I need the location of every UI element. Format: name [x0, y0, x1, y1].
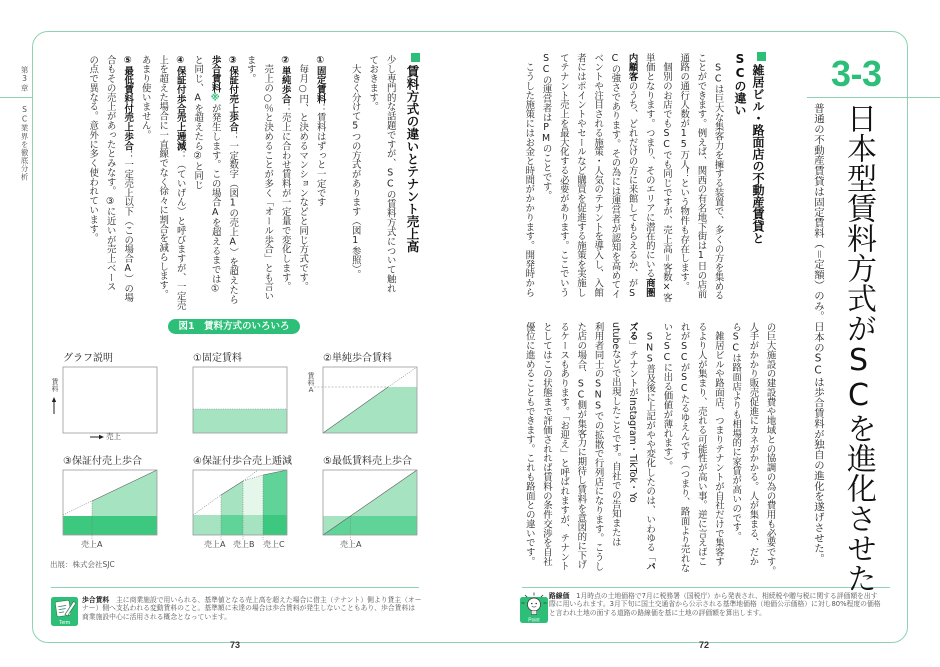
panel-label-declining: ④保証付歩合売上逓減 [193, 456, 292, 467]
graph-fixed-rent [193, 367, 287, 433]
emphasis-term: ズる [626, 322, 638, 341]
figure-title: 図1 賃料方式のいろいろ [168, 319, 300, 334]
panel-label-fixed: ①固定賃料 [193, 353, 242, 364]
sales-c-marker: 売上C [263, 540, 285, 549]
text-line: ます。 [244, 55, 256, 84]
text-line: としてはこの状態まで評価されれば賃料の条件交渉を自社 [540, 322, 552, 567]
footnote-definition: 1月時点の土地価格で7月に税務署（国税庁）から発表され、相続税や贈与税に関する評価額を出す [569, 592, 878, 600]
sales-a-marker: 売上A [340, 540, 362, 549]
term-icon-label: Term [58, 620, 71, 626]
text-line: の巨大施設の建設費や地域との協調の為の費用も必要です。 [764, 322, 776, 576]
point-lightbulb-icon [520, 592, 548, 623]
item-label: ⑤最低賃料付売上歩合 [122, 55, 134, 151]
sales-a-marker: 売上A [204, 540, 226, 549]
page-title-text: 日本型賃料方式がSCを進化させた [841, 103, 876, 593]
text-line [623, 53, 640, 302]
text-line: 少し専門的な話題ですが、SCの賃料方式について触れ [384, 55, 396, 293]
text-line: 人手がかかり販売促進にカネがかかる。人が集まる、だか [747, 322, 759, 567]
section-heading-left [403, 53, 421, 253]
text-line: こうした施策にはお金と時間がかかります。開発時から [523, 53, 535, 298]
item-label: ②単純歩合 [279, 55, 291, 104]
emphasis-term: 商圏 [643, 278, 655, 298]
sales-a-marker: 売上A [81, 540, 103, 549]
emphasis-term: 内顧客 [626, 53, 638, 82]
text-line: 通路の通行人数が15万人！という物件も存在します。 [678, 53, 690, 291]
text-line: 優位に進めることもできます。これも路面との違いです。 [523, 322, 535, 567]
graph-minimum-rent-percentage [323, 470, 417, 540]
figure-graphs [40, 350, 430, 550]
footnote-line: 際に用いられます。3月下旬に国土交通省から公示される基準地価格（地価公示価格）に対し80%程度の価格 [549, 600, 881, 609]
item-label: ①固定賃料 [314, 55, 326, 104]
item-text: ：賃料はずっと一定です [314, 103, 326, 207]
line-text: が発生します。この場合Aを超えるまでは① [209, 103, 221, 295]
rent-a-level-label [306, 372, 315, 394]
page-subtitle-text: 普通の不動産賃貸は固定賃料（＝定額）のみ。日本のSCは歩合賃料が独自の進化を遂げさせた。 [812, 103, 824, 564]
line-text: 」テナントがInstagram・TikTok・Yo [626, 340, 638, 503]
term-icon [51, 597, 78, 626]
panel-label-guaranteed: ③保証付売上歩合 [63, 456, 142, 467]
page-title [841, 103, 875, 593]
rent-a-label-text: 賃料A [307, 372, 315, 394]
item-label: ③保証付売上歩合 [227, 55, 239, 132]
text-line: 者にはポイントやセールなど購買を促進する施策を実施し [574, 53, 586, 298]
point-icon-label: Point [528, 617, 540, 623]
text-line: ベントや注目される施策・人気のテナントを導入し、入館 [592, 53, 604, 298]
text-line: れがSCがSCたるゆえんです（つまり、路面より売れな [678, 322, 690, 573]
section-number-rule [807, 97, 940, 98]
list-item-minimum-rent-percentage [119, 55, 137, 310]
x-axis-label: 売上 [106, 432, 121, 441]
footnote-rule-right [522, 587, 890, 588]
chapter-title: SC業界を徹底分析 [20, 105, 29, 181]
footnote-term: 歩合賃料 [82, 596, 110, 604]
heading-marker-icon [757, 52, 766, 61]
text-line: た店の場合、SC側が集客力に期待し賃料を意図的に下げ [575, 322, 587, 570]
text-line: るより人が集まり、売れる可能性が高い事。逆に言えばこ [695, 322, 707, 567]
footnote-line: 商業施設中心に活用される概念となっています。 [82, 612, 231, 621]
text-line: の点で異なる。意外に多く使われています。 [87, 55, 99, 243]
list-item-fixed-rent [311, 55, 329, 310]
chapter-tab-rule [0, 97, 32, 98]
sales-b-marker: 売上B [233, 540, 255, 549]
panel-label-minimum: ⑤最低賃料売上歩合 [323, 456, 412, 467]
text-line: 売上の○％と決めることが多く「オール歩合」とも言い [262, 55, 274, 301]
item-text: ：一定数字（図1の売上A）を超えたら [227, 131, 239, 304]
graph-declining-percentage [193, 470, 287, 540]
right-body-upper [520, 53, 726, 302]
item-text: ：売上に合わせ賃料が一定量で変化します。 [279, 103, 291, 292]
list-item-declining-percentage [171, 55, 189, 310]
figure-source: 出展：株式会社SJC [50, 560, 115, 569]
footnote-line: と言われ土地の面する道路の路線価を基に土地の評価額を算出します。 [549, 608, 766, 617]
footnote-rule-left [51, 587, 419, 588]
emphasis-term: バ [644, 561, 656, 571]
text-line: 合もその売上があったとみなす。③に近いが売上ベース [104, 55, 116, 292]
text-line [641, 322, 658, 576]
text-line: いとSCに出る価値が薄れます）。 [661, 322, 673, 471]
text-line: と同じ、Aを超えたら②と同じ [192, 55, 204, 190]
graph-guaranteed-percentage [63, 470, 157, 540]
text-line [624, 322, 641, 576]
text-line: るケースもあります。「お迎え」と呼ばれますが、テナント [558, 322, 570, 571]
blank-line [329, 55, 347, 310]
text-line [206, 55, 224, 310]
y-axis-label-text: 賃料 [51, 378, 59, 392]
text-line: 上を超えた場合に一直線でなく徐々に割合を減らします。 [157, 55, 169, 300]
text-line: 利用者同士のSNSでの拡散で行列店になります。こうし [592, 322, 604, 571]
text-line [641, 53, 658, 302]
page-number-right: 72 [698, 640, 709, 650]
text-line: SCは巨大な集客力を擁する装置で、多くの方を集める [712, 53, 724, 301]
item-text: ：一定売上以下（この場合A）の場 [122, 150, 134, 303]
heading-marker-icon [411, 53, 420, 62]
chapter-number: 第3章 [20, 66, 29, 92]
text-line: てテナント売上を最大化する必要があります。ここでいう [557, 53, 569, 298]
graph-explanation [52, 367, 157, 439]
text-line: 毎月○円、と決めるマンションなどと同じ方式です。 [297, 55, 309, 292]
heading-text: 雑居ビル・路面店の不動産賃貸と [751, 64, 765, 244]
line-text: のうち、どれだけの方に来館してもらえるか、がS [626, 81, 638, 299]
panel-label-explanation: グラフ説明 [63, 353, 113, 364]
list-item-simple-percentage [276, 55, 294, 310]
emphasis-term: 歩合賃料 [209, 55, 221, 93]
page-subtitle [811, 103, 825, 564]
text-line: utubeなどで出現したことです。自社での告知または [609, 322, 621, 547]
panel-label-simple: ②単純歩合賃料 [323, 353, 392, 364]
section-heading-right [731, 52, 767, 244]
item-label: ④保証付歩合売上逓減 [174, 55, 186, 151]
left-body-text [84, 55, 399, 310]
chapter-tab-title [18, 105, 30, 181]
footnote-left [82, 596, 422, 621]
footnote-line: ナー）側へ支払われる変動賃料のこと。基準額に未達の場合は歩合賃料が発生しないこともあり、歩合賃料は [82, 604, 416, 613]
text-line: ておきます。 [367, 55, 379, 112]
text-line: ことができます。例えば、関西の有名地下街は1日の店前 [695, 53, 707, 299]
right-body-lower [521, 322, 779, 576]
line-text: 単価となります。つまり、そのエリアに潜在的にいる [643, 53, 655, 279]
list-item-guaranteed-percentage [224, 55, 242, 310]
footnote-term: 路線価 [549, 592, 570, 600]
section-number: 3-3 [831, 53, 882, 94]
text-line: 大きく分けて5つの方式があります（図1参照）。 [349, 55, 361, 279]
text-line: 雑居ビルや路面店、つまりテナントが自社だけで集客す [713, 322, 724, 567]
footnote-mark: ※ [209, 92, 221, 104]
heading-line [749, 52, 767, 244]
text-line: あまり使いません。 [139, 55, 151, 140]
page-number-left: 73 [229, 640, 240, 650]
y-axis-label [50, 378, 59, 392]
text-line: SCの運営者はPMのことです。 [540, 53, 552, 201]
chapter-tab-number [18, 66, 30, 92]
heading-line [403, 53, 421, 253]
footnote-right [549, 592, 881, 617]
line-text: SNS普及後に上記がやや変化したのは、いわゆる「 [644, 322, 656, 562]
text-line: 個別のお店でもSCでも同じですが、売上高＝客数×客 [661, 53, 672, 302]
text-line: らSCは路面店よりも相場的に家賃が高いのです。 [730, 322, 742, 542]
text-line: Cの強さであります。その為には運営者が認知を高めてイ [609, 53, 621, 299]
footnote-definition: 主に商業施設で用いられる、基準値となる売上高を超えた場合に借主（テナント）側より貸主（オー [109, 596, 422, 604]
item-text: ：（ていげん）と呼びますが、一定売 [174, 150, 186, 311]
graph-simple-percentage [314, 367, 417, 433]
heading-text: 賃料方式の違いとテナント売上高 [405, 65, 420, 253]
heading-line: SCの違い [733, 52, 747, 116]
